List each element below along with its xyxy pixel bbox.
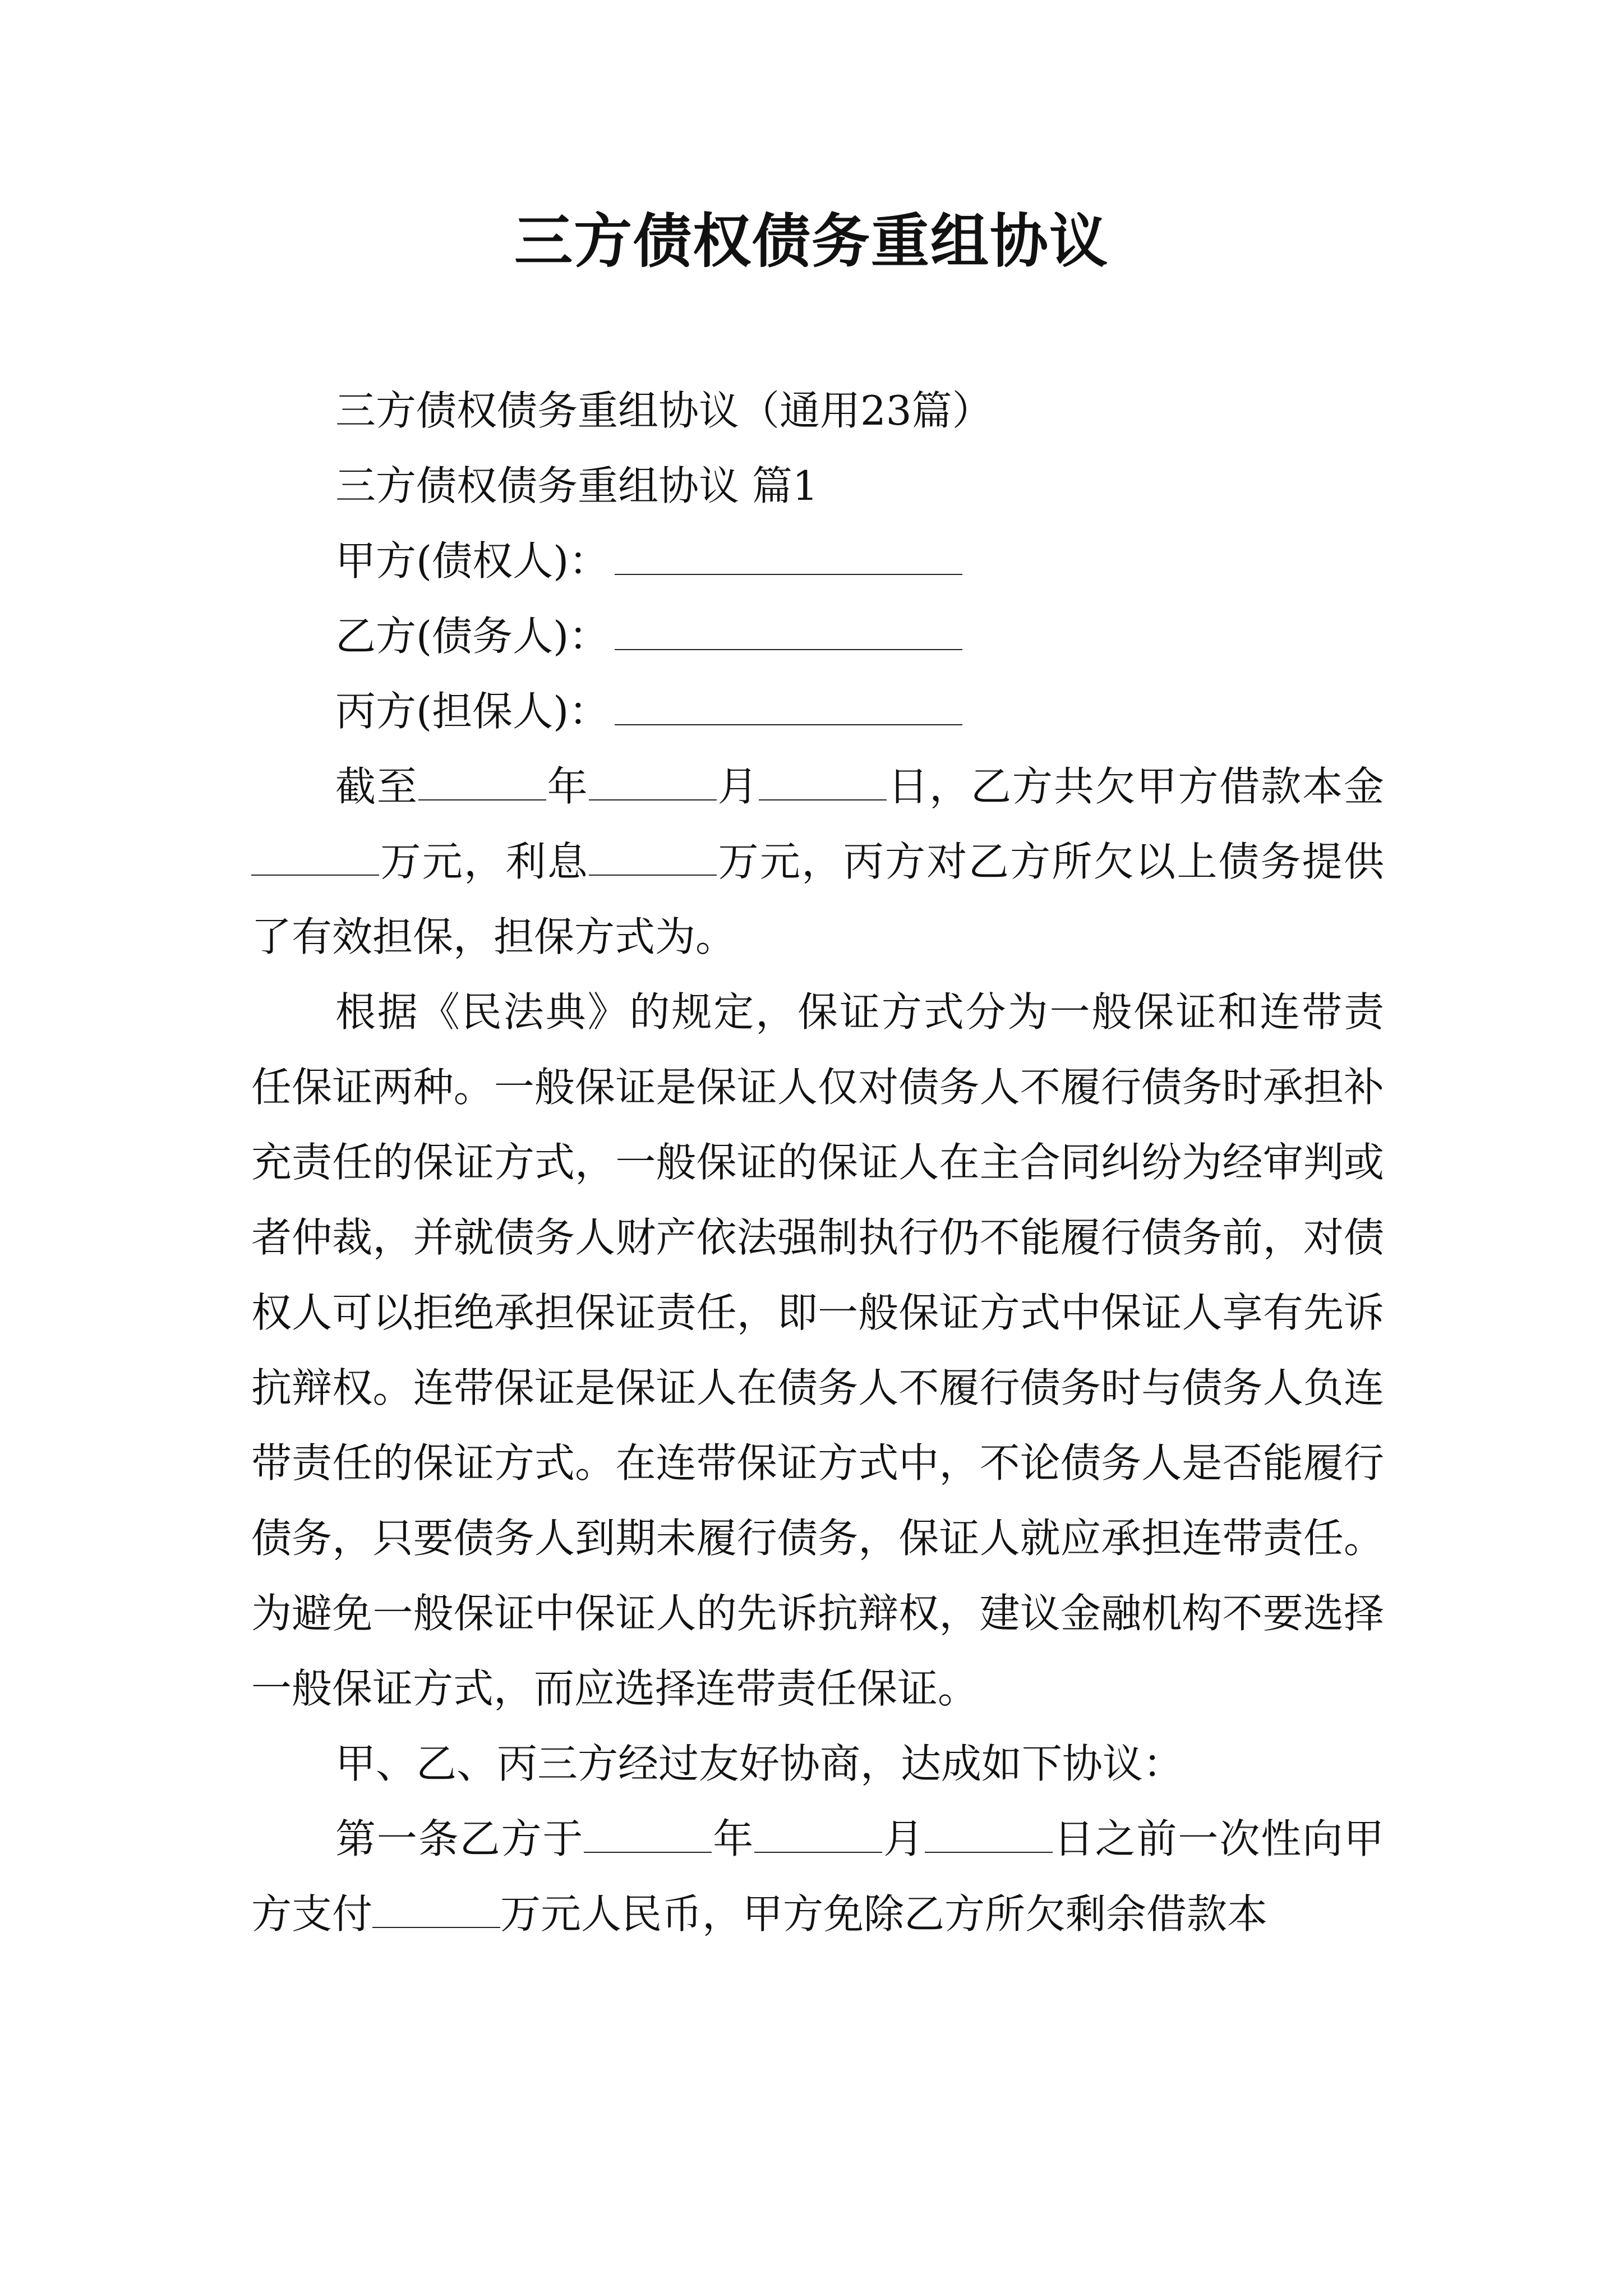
interest-blank — [589, 834, 717, 876]
para1-text-2: 年 — [546, 763, 589, 810]
party-c-blank — [615, 684, 962, 725]
para1-text-1: 截至 — [335, 763, 418, 810]
party-a-blank — [615, 533, 962, 575]
day-blank — [759, 759, 887, 800]
debt-statement-paragraph — [251, 749, 1384, 974]
para4-text-2: 年 — [712, 1815, 755, 1862]
agreement-intro-paragraph: 甲、乙、丙三方经过友好协商，达成如下协议： — [335, 1740, 1184, 1787]
document-title: 三方债权债务重组协议 — [514, 206, 1109, 275]
party-b-line — [251, 599, 1384, 674]
section-heading: 三方债权债务重组协议 篇1 — [335, 462, 818, 509]
payment-amount-blank — [372, 1887, 500, 1928]
party-c-label: 丙方(担保人)： — [335, 688, 610, 735]
document-subtitle: 三方债权债务重组协议（通用23篇） — [335, 387, 993, 434]
year-blank — [418, 759, 546, 800]
para4-text-5: 万元人民币，甲方免除乙方所欠剩余借款本 — [500, 1890, 1268, 1938]
para1-text-5: 万元，利息 — [379, 838, 589, 885]
para1-text-4: 日，乙方共欠甲方借款本金 — [887, 763, 1384, 810]
party-a-label: 甲方(债权人)： — [335, 537, 610, 585]
para4-text-4: 日之前一次性向甲方支付 — [251, 1815, 1384, 1938]
month-blank — [589, 759, 717, 800]
document-body — [251, 373, 1384, 1952]
party-a-line — [251, 523, 1384, 599]
pay-day-blank — [925, 1811, 1053, 1853]
party-b-blank — [615, 609, 962, 650]
party-c-line — [251, 674, 1384, 749]
para1-text-6: 万元，丙方对乙方所欠以上债务提供了有效担保，担保方式为。 — [251, 838, 1384, 960]
party-b-label: 乙方(债务人)： — [335, 613, 610, 660]
para4-text-3: 月 — [882, 1815, 925, 1862]
article-one-paragraph — [251, 1801, 1384, 1952]
pay-year-blank — [584, 1811, 712, 1853]
principal-blank — [251, 834, 379, 876]
para4-text-1: 第一条乙方于 — [335, 1815, 584, 1862]
para1-text-3: 月 — [716, 763, 759, 810]
guarantee-explanation-paragraph: 根据《民法典》的规定，保证方式分为一般保证和连带责任保证两种。一般保证是保证人仅对债务人不履行债务时承担补充责任的保证方式，一般保证的保证人在主合同纠纷为经审判或者仲裁，并就债务人财产依法强制执行仍不能履行债务前，对债权人可以拒绝承担保证责任，即一般保证方式中保证人享有先诉抗辩权。连带保证是保证人在债务人不履行债务时与债务人负连带责任的保证方式。在连带保证方式中，不论债务人是否能履行债务，只要债务人到期未履行债务，保证人就应承担连带责任。为避免一般保证中保证人的先诉抗辩权，建议金融机构不要选择一般保证方式，而应选择连带责任保证。 — [251, 988, 1384, 1712]
pay-month-blank — [754, 1811, 882, 1853]
